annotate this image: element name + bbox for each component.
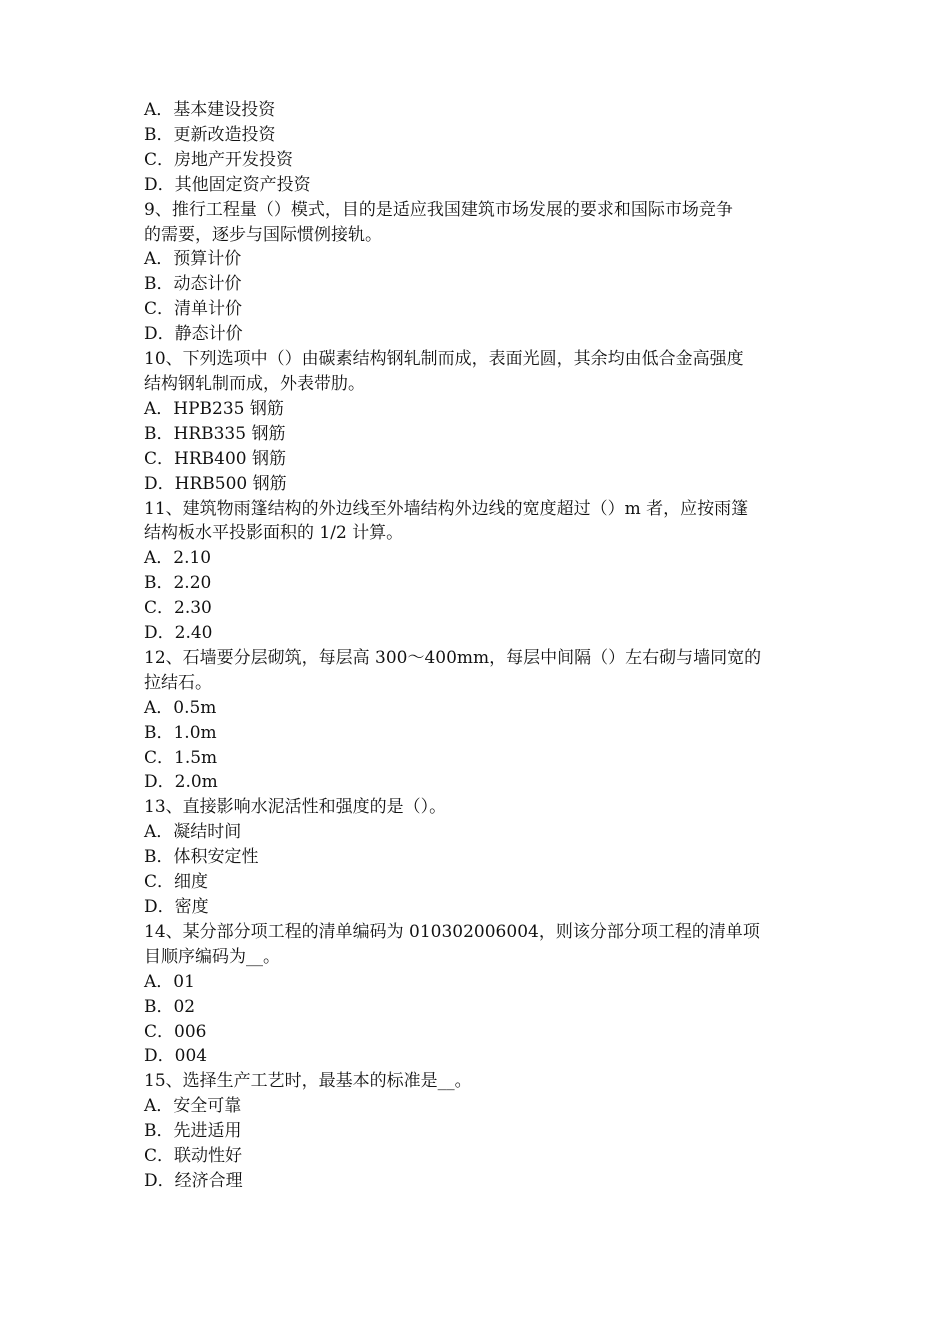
option-line: C．清单计价 [144, 299, 243, 320]
option-line: D．HRB500 钢筋 [144, 473, 287, 494]
option-line: A．2.10 [144, 548, 212, 569]
option-line: C．联动性好 [144, 1146, 243, 1167]
option-line: C．2.30 [144, 598, 212, 619]
question-line: 12、石墙要分层砌筑，每层高 300～400mm，每层中间隔（）左右砌与墙同宽的 [144, 647, 762, 668]
option-line: B．先进适用 [144, 1121, 242, 1142]
question-line: 10、下列选项中（）由碳素结构钢轧制而成，表面光圆，其余均由低合金高强度 [144, 349, 744, 370]
option-line: D．004 [144, 1046, 208, 1067]
option-line: A．0.5m [144, 697, 217, 718]
option-line: A．HPB235 钢筋 [144, 398, 284, 419]
option-line: A．安全可靠 [144, 1096, 242, 1117]
option-line: A．预算计价 [144, 249, 242, 270]
option-line: A．基本建设投资 [144, 100, 276, 120]
question-line: 11、建筑物雨篷结构的外边线至外墙结构外边线的宽度超过（）m 者，应按雨篷 [144, 498, 749, 519]
option-line: B．动态计价 [144, 274, 242, 295]
option-line: C．细度 [144, 872, 209, 893]
question-line: 结构板水平投影面积的 1/2 计算。 [144, 523, 404, 544]
option-line: D．2.0m [144, 772, 218, 793]
question-line: 9、推行工程量（）模式，目的是适应我国建筑市场发展的要求和国际市场竞争 [144, 199, 733, 220]
option-line: B．1.0m [144, 722, 217, 743]
option-line: B．HRB335 钢筋 [144, 423, 286, 444]
option-line: C．006 [144, 1021, 207, 1042]
option-line: B．2.20 [144, 573, 212, 594]
option-line: D．密度 [144, 897, 209, 917]
option-line: B．02 [144, 996, 196, 1017]
question-line: 14、某分部分项工程的清单编码为 010302006004，则该分部分项工程的清单项 [144, 921, 760, 942]
option-line: D．经济合理 [144, 1170, 243, 1191]
question-line: 结构钢轧制而成，外表带肋。 [144, 373, 365, 394]
question-line: 的需要，逐步与国际惯例接轨。 [144, 224, 382, 245]
option-line: D．静态计价 [144, 324, 243, 345]
option-line: C．HRB400 钢筋 [144, 448, 286, 469]
question-line: 15、选择生产工艺时，最基本的标准是__。 [144, 1071, 472, 1092]
document-page [144, 98, 824, 1194]
option-line: A．01 [144, 971, 195, 992]
option-line: B．更新改造投资 [144, 124, 276, 145]
question-line: 13、直接影响水泥活性和强度的是（）。 [144, 797, 447, 818]
option-line: D．其他固定资产投资 [144, 174, 311, 195]
option-line: D．2.40 [144, 623, 213, 644]
option-line: C．1.5m [144, 747, 218, 768]
option-line: C．房地产开发投资 [144, 149, 294, 170]
option-line: B．体积安定性 [144, 847, 259, 868]
option-line: A．凝结时间 [144, 822, 242, 843]
question-line: 拉结石。 [144, 672, 212, 693]
question-line: 目顺序编码为__。 [144, 946, 280, 967]
